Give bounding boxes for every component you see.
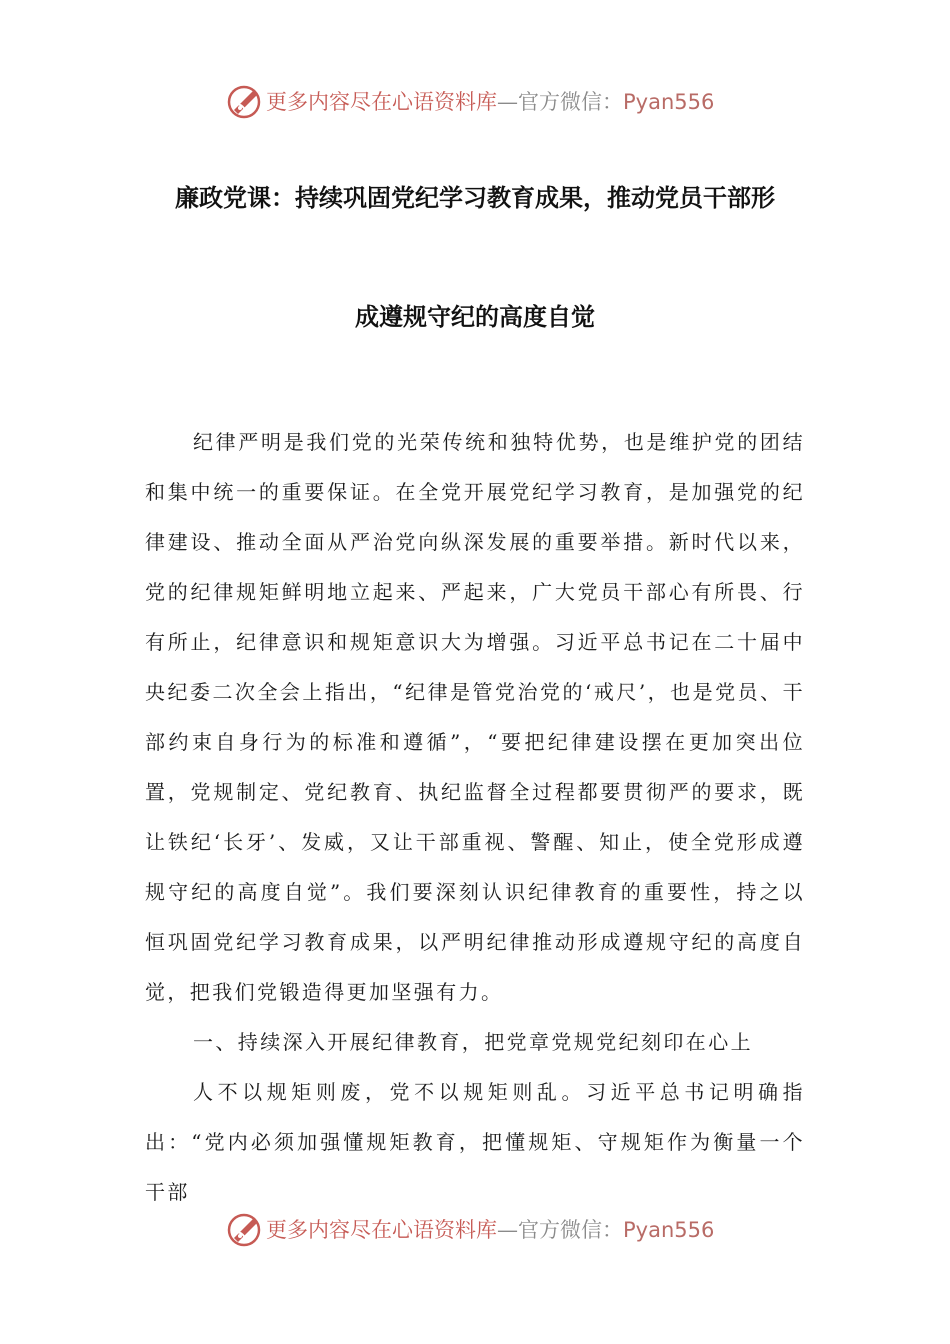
- document-title-line1: 廉政党课：持续巩固党纪学习教育成果，推动党员干部形: [175, 183, 775, 212]
- document-title-line2: 成遵规守纪的高度自觉: [355, 302, 595, 331]
- watermark-banner-top: [0, 82, 950, 122]
- watermark-text: [266, 89, 714, 115]
- watermark-text: [266, 1217, 714, 1243]
- watermark-banner-bottom: [0, 1210, 950, 1250]
- pen-nib-circle-icon: [226, 82, 266, 122]
- body-paragraph: 人不以规矩则废，党不以规矩则乱。习近平总书记明确指出：“党内必须加强懂规矩教育，把懂规矩、守规矩作为衡量一个干部: [145, 1080, 805, 1204]
- watermark-part1: 更多内容尽在心语资料库: [266, 1218, 497, 1242]
- watermark-part3: Pyan556: [623, 1218, 715, 1242]
- pen-nib-circle-icon: [226, 1210, 266, 1250]
- watermark-part2: —官方微信：: [497, 1218, 623, 1242]
- watermark-part1: 更多内容尽在心语资料库: [266, 90, 497, 114]
- watermark-part3: Pyan556: [623, 90, 715, 114]
- watermark-part2: —官方微信：: [497, 90, 623, 114]
- body-paragraph: 纪律严明是我们党的光荣传统和独特优势，也是维护党的团结和集中统一的重要保证。在全党开展党纪学习教育，是加强党的纪律建设、推动全面从严治党向纵深发展的重要举措。新时代以来，党的纪律规矩鲜明地立起来、严起来，广大党员干部心有所畏、行有所止，纪律意识和规矩意识大为增强。习近平总书记在二十届中央纪委二次全会上指出，“纪律是管党治党的‘戒尺’，也是党员、干部约束自身行为的标准和遵循”，“要把纪律建设摆在更加突出位置，党规制定、党纪教育、执纪监督全过程都要贯彻严的要求，既让铁纪‘长牙’、发威，又让干部重视、警醒、知止，使全党形成遵规守纪的高度自觉”。我们要深刻认识纪律教育的重要性，持之以恒巩固党纪学习教育成果，以严明纪律推动形成遵规守纪的高度自觉，把我们党锻造得更加坚强有力。: [145, 430, 805, 1004]
- section-heading: 一、持续深入开展纪律教育，把党章党规党纪刻印在心上: [193, 1030, 753, 1054]
- document-body: [145, 417, 805, 1217]
